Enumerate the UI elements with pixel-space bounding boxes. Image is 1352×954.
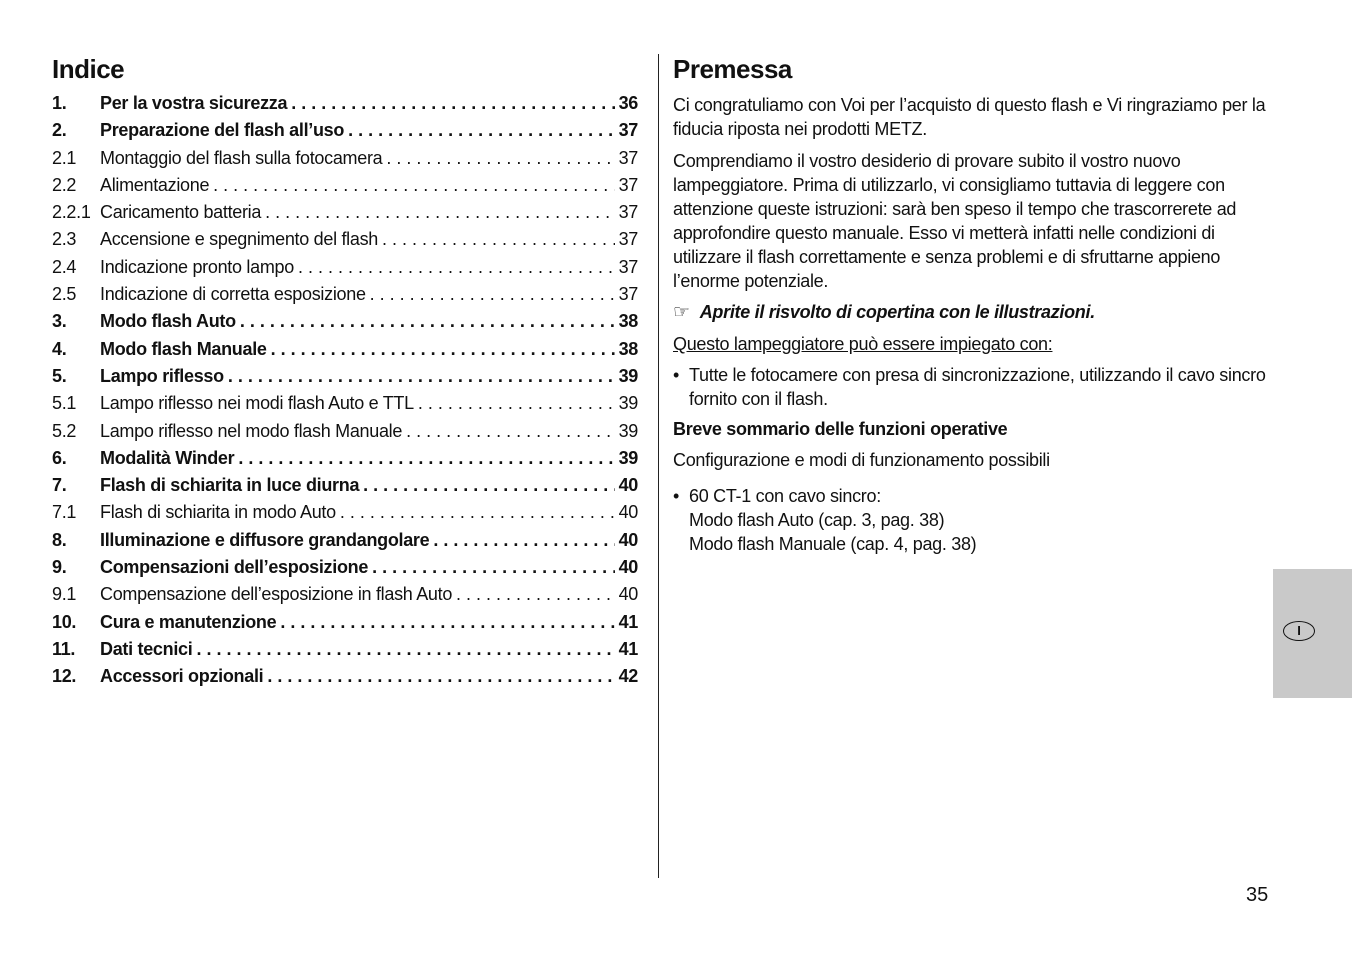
list-item-text <box>689 484 976 556</box>
toc-leader-dots <box>267 666 614 687</box>
toc-entry-page: 38 <box>618 311 638 332</box>
toc-entry-page: 37 <box>618 229 638 250</box>
usable-with-label: Questo lampeggiatore può essere impiegato con: <box>673 334 1053 354</box>
toc-entry-number: 7.1 <box>52 502 77 523</box>
toc-leader-dots <box>456 584 615 605</box>
bullet-icon: • <box>673 486 680 506</box>
toc-leader-dots <box>298 257 615 278</box>
toc-entry-page: 41 <box>618 638 638 659</box>
toc-entry-title: Modalità Winder <box>100 447 235 468</box>
toc-leader-dots <box>348 120 614 141</box>
index-column <box>52 54 638 694</box>
toc-entry <box>52 284 638 311</box>
toc-entry-title: Lampo riflesso nel modo flash Manuale <box>100 420 403 441</box>
toc-entry-number: 5. <box>52 365 67 386</box>
toc-entry <box>52 666 638 693</box>
toc-entry-number: 4. <box>52 338 67 359</box>
toc-leader-dots <box>363 475 614 496</box>
toc-leader-dots <box>213 175 614 196</box>
premessa-column <box>673 54 1273 564</box>
toc-entry-page: 37 <box>618 202 638 223</box>
toc-entry-title: Lampo riflesso nei modi flash Auto e TTL <box>100 393 414 414</box>
toc-entry <box>52 584 638 611</box>
toc-entry-number: 12. <box>52 666 77 687</box>
toc-entry-page: 37 <box>618 174 638 195</box>
toc-entry-number: 2.1 <box>52 147 77 168</box>
toc-entry-title: Flash di schiarita in modo Auto <box>100 502 336 523</box>
toc-entry-number: 3. <box>52 311 67 332</box>
language-tab-label: I <box>1283 621 1315 641</box>
toc-entry-title: Indicazione pronto lampo <box>100 256 294 277</box>
cover-note <box>673 301 1273 324</box>
toc-entry-page: 40 <box>618 529 638 550</box>
toc-entry-number: 2.2 <box>52 174 77 195</box>
list-item <box>673 363 1273 411</box>
toc-entry-title: Caricamento batteria <box>100 202 262 223</box>
toc-entry <box>52 120 638 147</box>
toc-entry <box>52 530 638 557</box>
toc-entry-title: Lampo riflesso <box>100 365 224 386</box>
toc-entry-number: 2.2.1 <box>52 202 91 223</box>
toc-leader-dots <box>406 421 615 442</box>
toc-entry-title: Illuminazione e diffusore grandangolare <box>100 529 430 550</box>
premessa-title: Premessa <box>673 54 792 84</box>
toc-entry-number: 2.5 <box>52 284 77 305</box>
toc-entry <box>52 502 638 529</box>
summary-heading: Breve sommario delle funzioni operative <box>673 419 1008 439</box>
toc-leader-dots <box>265 202 614 223</box>
toc-entry-number: 11. <box>52 638 76 659</box>
toc-entry <box>52 475 638 502</box>
page-number: 35 <box>1246 884 1269 906</box>
toc-entry-page: 38 <box>618 338 638 359</box>
index-title: Indice <box>52 54 125 84</box>
toc-entry <box>52 202 638 229</box>
toc-entry <box>52 148 638 175</box>
toc-entry-number: 8. <box>52 529 67 550</box>
toc-leader-dots <box>291 93 614 114</box>
toc-entry-title: Montaggio del flash sulla fotocamera <box>100 147 383 168</box>
toc-entry-number: 2.3 <box>52 229 77 250</box>
toc-leader-dots <box>340 502 615 523</box>
toc-entry-number: 5.2 <box>52 420 77 441</box>
toc-entry <box>52 311 638 338</box>
toc-entry-number: 2. <box>52 120 67 141</box>
toc-entry-number: 5.1 <box>52 393 77 414</box>
list-item-line: 60 CT-1 con cavo sincro: <box>689 486 881 506</box>
bullet-icon: • <box>673 365 680 385</box>
toc-entry-title: Cura e manutenzione <box>100 611 277 632</box>
toc-entry-page: 39 <box>618 447 638 468</box>
language-tab <box>1273 569 1352 698</box>
instructions-paragraph: Comprendiamo il vostro desiderio di provare subito il vostro nuovo lampeggiatore. Prima di utilizzarlo, vi consigliamo tuttavia di leggere con attenzione queste istruzioni: sarà ben speso il tempo che trascorrerete ad approfondire questo manuale. Esso vi metterà infatti nelle condizioni di utilizzare il flash correttamente e senza problemi e di sfruttarne appieno l’enorme potenziale. <box>673 151 1237 291</box>
toc-entry <box>52 93 638 120</box>
pointing-hand-icon: ☞ <box>673 302 690 323</box>
toc-entry <box>52 639 638 666</box>
toc-leader-dots <box>372 557 615 578</box>
toc-leader-dots <box>382 229 615 250</box>
toc-entry-title: Compensazioni dell’esposizione <box>100 557 369 578</box>
toc-entry-page: 40 <box>618 475 638 496</box>
toc-leader-dots <box>228 366 615 387</box>
toc-entry-title: Indicazione di corretta esposizione <box>100 284 366 305</box>
toc-entry <box>52 339 638 366</box>
toc-entry-page: 41 <box>618 611 638 632</box>
toc-entry <box>52 421 638 448</box>
toc-entry-title: Accensione e spegnimento del flash <box>100 229 378 250</box>
toc-entry-number: 9.1 <box>52 584 77 605</box>
toc-entry-page: 40 <box>618 502 638 523</box>
toc-leader-dots <box>196 639 614 660</box>
table-of-contents <box>52 93 638 694</box>
toc-entry <box>52 393 638 420</box>
toc-entry <box>52 257 638 284</box>
toc-entry-page: 36 <box>618 93 638 113</box>
toc-entry-title: Dati tecnici <box>100 638 193 659</box>
toc-leader-dots <box>280 612 614 633</box>
intro-paragraph: Ci congratuliamo con Voi per l’acquisto di questo flash e Vi ringraziamo per la fiducia riposta nei prodotti METZ. <box>673 95 1266 139</box>
toc-entry-page: 37 <box>618 120 638 141</box>
toc-leader-dots <box>271 339 615 360</box>
toc-entry-page: 37 <box>618 256 638 277</box>
toc-entry-number: 9. <box>52 557 67 578</box>
toc-entry-page: 40 <box>618 584 638 605</box>
toc-entry-title: Preparazione del flash all’uso <box>100 120 345 141</box>
toc-entry <box>52 448 638 475</box>
list-item-line: Modo flash Manuale (cap. 4, pag. 38) <box>689 534 977 554</box>
toc-leader-dots <box>386 148 614 169</box>
toc-entry-page: 40 <box>618 557 638 578</box>
toc-entry-page: 39 <box>618 393 638 414</box>
toc-entry-title: Alimentazione <box>100 174 210 195</box>
toc-entry-page: 37 <box>618 147 638 168</box>
toc-entry <box>52 366 638 393</box>
toc-entry-number: 1. <box>52 93 67 113</box>
summary-text: Configurazione e modi di funzionamento possibili <box>673 450 1050 470</box>
list-item-line: Modo flash Auto (cap. 3, pag. 38) <box>689 510 945 530</box>
toc-entry <box>52 175 638 202</box>
toc-leader-dots <box>370 284 615 305</box>
toc-leader-dots <box>240 311 615 332</box>
toc-entry-page: 42 <box>618 666 638 687</box>
toc-entry <box>52 229 638 256</box>
toc-entry-title: Per la vostra sicurezza <box>100 93 288 113</box>
toc-entry-title: Modo flash Auto <box>100 311 236 332</box>
toc-entry-number: 6. <box>52 447 67 468</box>
toc-entry <box>52 612 638 639</box>
toc-entry <box>52 557 638 584</box>
toc-leader-dots <box>418 393 615 414</box>
list-item <box>673 484 1273 556</box>
cover-note-text: Aprite il risvolto di copertina con le illustrazioni. <box>699 302 1095 322</box>
toc-leader-dots <box>238 448 614 469</box>
toc-entry-page: 39 <box>618 365 638 386</box>
toc-entry-number: 10. <box>52 611 77 632</box>
toc-entry-number: 7. <box>52 475 67 496</box>
toc-entry-page: 37 <box>618 284 638 305</box>
toc-entry-title: Accessori opzionali <box>100 666 264 687</box>
toc-entry-page: 39 <box>618 420 638 441</box>
toc-entry-title: Compensazione dell’esposizione in flash Auto <box>100 584 453 605</box>
list-item-text: Tutte le fotocamere con presa di sincronizzazione, utilizzando il cavo sincro fornito con il flash. <box>689 365 1266 409</box>
toc-entry-title: Modo flash Manuale <box>100 338 267 359</box>
column-divider <box>658 54 659 878</box>
toc-entry-title: Flash di schiarita in luce diurna <box>100 475 360 496</box>
toc-entry-number: 2.4 <box>52 256 77 277</box>
toc-leader-dots <box>433 530 614 551</box>
